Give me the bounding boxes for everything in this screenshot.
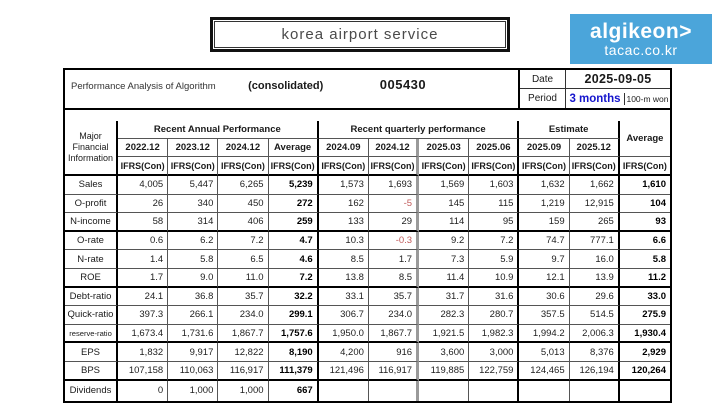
financial-table xyxy=(65,121,670,401)
row-label-debt-ratio: Debt-ratio xyxy=(65,288,118,307)
cell: 9.7 xyxy=(519,250,569,269)
cell: 1,603 xyxy=(469,176,519,195)
cell: 275.9 xyxy=(620,306,670,325)
section-estimate: Estimate xyxy=(519,121,619,139)
cell: 1,569 xyxy=(419,176,469,195)
row-label-eps: EPS xyxy=(65,343,118,362)
cell: 8,190 xyxy=(269,343,319,362)
row-label-bps: BPS xyxy=(65,362,118,381)
cell: 1,867.7 xyxy=(218,325,268,344)
cell: 265 xyxy=(570,213,620,232)
corner-header xyxy=(65,121,118,176)
cell xyxy=(419,381,469,401)
cell: 357.5 xyxy=(519,306,569,325)
cell: 115 xyxy=(469,195,519,214)
cell: 35.7 xyxy=(218,288,268,307)
cell: 1,930.4 xyxy=(620,325,670,344)
cell: 5.8 xyxy=(168,250,218,269)
column-header-2025.12: 2025.12 xyxy=(570,139,620,157)
cell: 13.9 xyxy=(570,269,620,288)
standard-header: IFRS(Con) xyxy=(269,157,319,176)
cell: 159 xyxy=(519,213,569,232)
report-title-cell xyxy=(65,70,518,108)
cell: 299.1 xyxy=(269,306,319,325)
cell: 234.0 xyxy=(369,306,419,325)
cell: 7.2 xyxy=(218,232,268,251)
cell: 162 xyxy=(319,195,369,214)
column-header-2025.06: 2025.06 xyxy=(469,139,519,157)
cell: 4.6 xyxy=(269,250,319,269)
cell: 0.6 xyxy=(118,232,168,251)
cell: 1,693 xyxy=(369,176,419,195)
cell: 1,632 xyxy=(519,176,569,195)
header-spacer xyxy=(65,110,670,121)
cell: 11.2 xyxy=(620,269,670,288)
cell: 7.3 xyxy=(419,250,469,269)
cell: 126,194 xyxy=(570,362,620,381)
cell: 1.4 xyxy=(118,250,168,269)
column-header-2024.12: 2024.12 xyxy=(369,139,419,157)
cell: 777.1 xyxy=(570,232,620,251)
cell: 282.3 xyxy=(419,306,469,325)
cell: 33.1 xyxy=(319,288,369,307)
cell: 7.2 xyxy=(269,269,319,288)
cell: 5.9 xyxy=(469,250,519,269)
cell: 1,950.0 xyxy=(319,325,369,344)
cell: 16.0 xyxy=(570,250,620,269)
ticker-code: 005430 xyxy=(379,77,427,92)
cell: 9,917 xyxy=(168,343,218,362)
standard-header: IFRS(Con) xyxy=(118,157,168,176)
corner-line-1: Major xyxy=(79,130,102,141)
row-label-n-income: N-income xyxy=(65,213,118,232)
company-title-box xyxy=(210,17,510,52)
cell: 9.2 xyxy=(419,232,469,251)
cell: 121,496 xyxy=(319,362,369,381)
standard-header: IFRS(Con) xyxy=(419,157,469,176)
row-label-o-rate: O-rate xyxy=(65,232,118,251)
cell: 272 xyxy=(269,195,319,214)
column-header-2022.12: 2022.12 xyxy=(118,139,168,157)
cell: 1,982.3 xyxy=(469,325,519,344)
cell: 6.6 xyxy=(620,232,670,251)
row-label-reserve-ratio: reserve-ratio xyxy=(65,325,118,344)
standard-header: IFRS(Con) xyxy=(570,157,620,176)
cell: 3,600 xyxy=(419,343,469,362)
cell: 266.1 xyxy=(168,306,218,325)
cell: 514.5 xyxy=(570,306,620,325)
cell: 1.7 xyxy=(118,269,168,288)
period-cell xyxy=(566,89,670,108)
cell: 35.7 xyxy=(369,288,419,307)
column-header-2024.09: 2024.09 xyxy=(319,139,369,157)
cell: 31.7 xyxy=(419,288,469,307)
cell: 0 xyxy=(118,381,168,401)
cell: 29 xyxy=(369,213,419,232)
section-annual: Recent Annual Performance xyxy=(118,121,319,139)
cell: 11.0 xyxy=(218,269,268,288)
cell: 9.0 xyxy=(168,269,218,288)
cell: 8,376 xyxy=(570,343,620,362)
cell: 110,063 xyxy=(168,362,218,381)
cell: 116,917 xyxy=(218,362,268,381)
cell: 12.1 xyxy=(519,269,569,288)
cell: 24.1 xyxy=(118,288,168,307)
cell: 93 xyxy=(620,213,670,232)
cell xyxy=(469,381,519,401)
cell: 1,219 xyxy=(519,195,569,214)
cell: 116,917 xyxy=(369,362,419,381)
cell: 6.2 xyxy=(168,232,218,251)
cell: 4,005 xyxy=(118,176,168,195)
cell: 12,822 xyxy=(218,343,268,362)
cell: 145 xyxy=(419,195,469,214)
standard-header: IFRS(Con) xyxy=(218,157,268,176)
cell: 36.8 xyxy=(168,288,218,307)
standard-header: IFRS(Con) xyxy=(369,157,419,176)
cell: 8.5 xyxy=(319,250,369,269)
cell: 450 xyxy=(218,195,268,214)
cell: 95 xyxy=(469,213,519,232)
report-scope: (consolidated) xyxy=(248,80,324,92)
cell: 26 xyxy=(118,195,168,214)
report-header xyxy=(65,70,670,110)
average-column-header: Average xyxy=(620,121,670,157)
cell: 10.3 xyxy=(319,232,369,251)
row-label-quick-ratio: Quick-ratio xyxy=(65,306,118,325)
standard-header: IFRS(Con) xyxy=(620,157,670,176)
report-frame xyxy=(63,68,672,403)
cell: 29.6 xyxy=(570,288,620,307)
cell: 104 xyxy=(620,195,670,214)
brand-logo-text: algikeon> xyxy=(590,19,692,43)
cell: 33.0 xyxy=(620,288,670,307)
cell: 1,673.4 xyxy=(118,325,168,344)
cell: 234.0 xyxy=(218,306,268,325)
cell: 314 xyxy=(168,213,218,232)
brand-logo xyxy=(570,14,712,64)
column-header-2023.12: 2023.12 xyxy=(168,139,218,157)
cell: 1,994.2 xyxy=(519,325,569,344)
cell: 74.7 xyxy=(519,232,569,251)
cell: 10.9 xyxy=(469,269,519,288)
cell: 4,200 xyxy=(319,343,369,362)
cell: 32.2 xyxy=(269,288,319,307)
brand-logo-url: tacac.co.kr xyxy=(604,41,678,58)
cell xyxy=(319,381,369,401)
report-title: Performance Analysis of Algorithm xyxy=(71,81,216,92)
cell: 397.3 xyxy=(118,306,168,325)
standard-header: IFRS(Con) xyxy=(319,157,369,176)
cell: 5,013 xyxy=(519,343,569,362)
row-label-sales: Sales xyxy=(65,176,118,195)
cell: 11.4 xyxy=(419,269,469,288)
cell: 1,921.5 xyxy=(419,325,469,344)
cell: 280.7 xyxy=(469,306,519,325)
cell: 1,867.7 xyxy=(369,325,419,344)
section-quarterly: Recent quarterly performance xyxy=(319,121,520,139)
cell: 120,264 xyxy=(620,362,670,381)
cell: 2,006.3 xyxy=(570,325,620,344)
date-value: 2025-09-05 xyxy=(566,70,670,89)
corner-line-2: Financial xyxy=(72,141,109,152)
cell: 12,915 xyxy=(570,195,620,214)
corner-line-3: Information xyxy=(67,153,114,164)
cell: 122,759 xyxy=(469,362,519,381)
cell: 1.7 xyxy=(369,250,419,269)
column-header-2025.03: 2025.03 xyxy=(419,139,469,157)
cell xyxy=(620,381,670,401)
standard-header: IFRS(Con) xyxy=(519,157,569,176)
date-period-box xyxy=(518,70,670,108)
cell: 119,885 xyxy=(419,362,469,381)
cell: -0.3 xyxy=(369,232,419,251)
cell: -5 xyxy=(369,195,419,214)
column-header-2024.12: 2024.12 xyxy=(218,139,268,157)
cell: 3,000 xyxy=(469,343,519,362)
row-label-roe: ROE xyxy=(65,269,118,288)
row-label-o-profit: O-profit xyxy=(65,195,118,214)
cell: 1,731.6 xyxy=(168,325,218,344)
cell: 2,929 xyxy=(620,343,670,362)
cell: 30.6 xyxy=(519,288,569,307)
cell xyxy=(519,381,569,401)
date-label: Date xyxy=(520,70,566,89)
cell: 1,832 xyxy=(118,343,168,362)
unit-label: 100-m won xyxy=(626,93,669,104)
cell: 114 xyxy=(419,213,469,232)
cell: 133 xyxy=(319,213,369,232)
cell: 5,447 xyxy=(168,176,218,195)
cell: 107,158 xyxy=(118,362,168,381)
cell: 1,757.6 xyxy=(269,325,319,344)
cell: 667 xyxy=(269,381,319,401)
cell: 6.5 xyxy=(218,250,268,269)
cell: 111,379 xyxy=(269,362,319,381)
standard-header: IFRS(Con) xyxy=(469,157,519,176)
cell: 1,662 xyxy=(570,176,620,195)
cell: 1,610 xyxy=(620,176,670,195)
cell xyxy=(570,381,620,401)
cell: 406 xyxy=(218,213,268,232)
cell: 306.7 xyxy=(319,306,369,325)
cell: 1,573 xyxy=(319,176,369,195)
cell: 124,465 xyxy=(519,362,569,381)
row-label-dividends: Dividends xyxy=(65,381,118,401)
standard-header: IFRS(Con) xyxy=(168,157,218,176)
cell: 5.8 xyxy=(620,250,670,269)
cell: 13.8 xyxy=(319,269,369,288)
column-header-2025.09: 2025.09 xyxy=(519,139,569,157)
cell: 8.5 xyxy=(369,269,419,288)
period-label: Period xyxy=(520,89,566,108)
cell: 58 xyxy=(118,213,168,232)
cell: 5,239 xyxy=(269,176,319,195)
cell: 1,000 xyxy=(218,381,268,401)
cell: 6,265 xyxy=(218,176,268,195)
cell xyxy=(369,381,419,401)
cell: 340 xyxy=(168,195,218,214)
cell: 7.2 xyxy=(469,232,519,251)
row-label-n-rate: N-rate xyxy=(65,250,118,269)
cell: 1,000 xyxy=(168,381,218,401)
cell: 916 xyxy=(369,343,419,362)
cell: 259 xyxy=(269,213,319,232)
cell: 4.7 xyxy=(269,232,319,251)
period-value: 3 months xyxy=(566,93,625,105)
cell: 31.6 xyxy=(469,288,519,307)
column-header-average: Average xyxy=(269,139,319,157)
company-title: korea airport service xyxy=(214,21,506,48)
